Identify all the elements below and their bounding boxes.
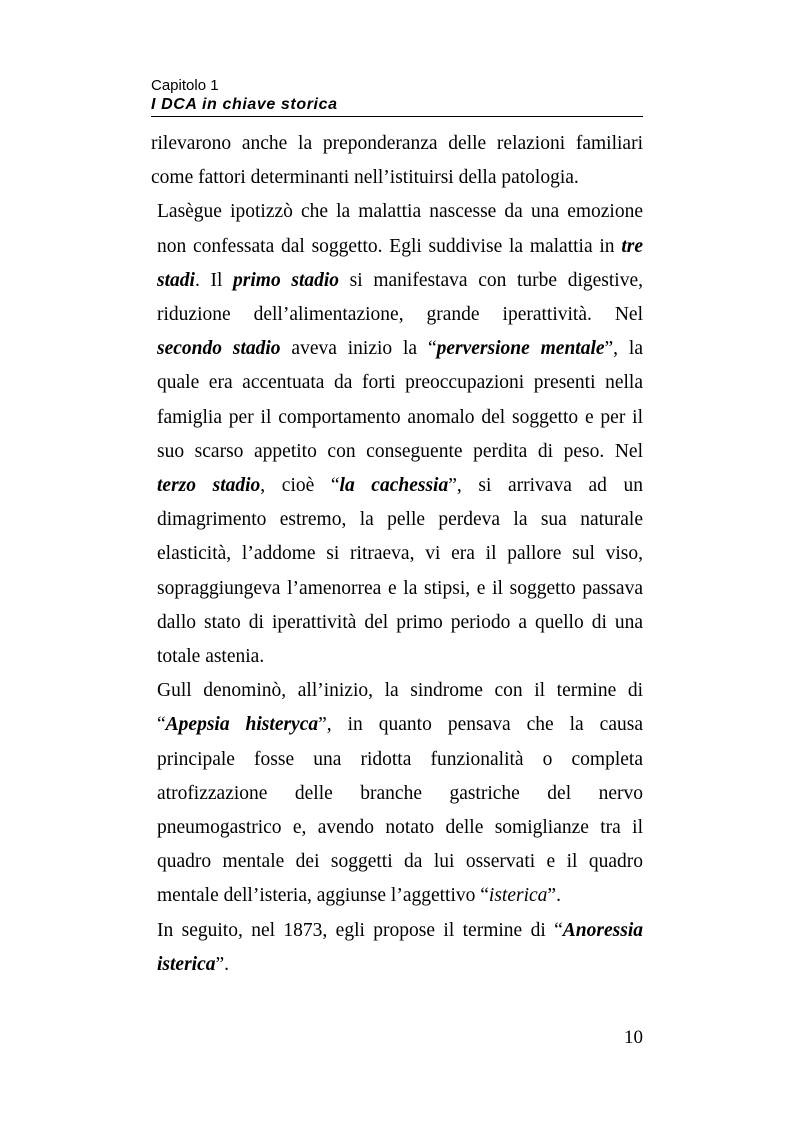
text-line: totale astenia. xyxy=(157,646,265,668)
page-number: 10 xyxy=(624,1027,643,1048)
text-line xyxy=(151,708,643,742)
italic-term: isterica xyxy=(488,885,548,907)
text-run: ”, in quanto pensava che la causa xyxy=(318,714,643,736)
paragraph-4 xyxy=(151,914,643,982)
text-run: ”, si arrivava ad un xyxy=(448,475,643,497)
text-run: ”. xyxy=(215,953,230,975)
text-line: elasticità, l’addome si ritraeva, vi era il pallore sul viso, xyxy=(157,543,643,565)
emphasis-term: primo stadio xyxy=(233,269,340,291)
text-line: rilevarono anche la preponderanza delle relazioni familiari xyxy=(151,133,643,154)
emphasis-term: la cachessia xyxy=(339,475,449,497)
text-line: quadro mentale dei soggetti da lui osservati e il quadro xyxy=(157,851,643,873)
text-run: . Il xyxy=(194,269,234,291)
text-line xyxy=(151,230,643,264)
paragraph-3 xyxy=(151,674,643,913)
text-line xyxy=(151,948,643,982)
text-line: dallo stato di iperattività del primo periodo a quello di una xyxy=(157,611,643,633)
text-run: ”. xyxy=(547,885,561,907)
chapter-label: Capitolo 1 xyxy=(151,77,219,94)
text-run: “ xyxy=(157,714,166,736)
text-line: pneumogastrico e, avendo notato delle somiglianze tra il xyxy=(157,817,643,839)
text-run: , cioè “ xyxy=(260,475,340,497)
emphasis-term: stadi xyxy=(157,269,195,291)
emphasis-term: isterica xyxy=(157,953,216,975)
text-line: quale era accentuata da forti preoccupazioni presenti nella xyxy=(157,372,643,394)
text-line: sopraggiungeva l’amenorrea e la stipsi, e il soggetto passava xyxy=(157,577,643,599)
paragraph-2 xyxy=(151,195,643,674)
emphasis-term: Anoressia xyxy=(562,919,643,941)
text-line: Gull denominò, all’inizio, la sindrome con il termine di xyxy=(157,680,643,702)
emphasis-term: secondo stadio xyxy=(157,338,281,360)
running-header xyxy=(151,77,643,117)
text-line: come fattori determinanti nell’istituirsi della patologia. xyxy=(151,167,579,189)
text-line xyxy=(151,469,643,503)
text-line xyxy=(151,264,643,298)
emphasis-term: Apepsia histeryca xyxy=(165,714,319,736)
body-text xyxy=(151,127,643,982)
text-line: famiglia per il comportamento anomalo del soggetto e per il xyxy=(157,406,643,428)
emphasis-term: terzo stadio xyxy=(157,475,261,497)
text-run: ”, la xyxy=(604,338,643,360)
text-line: atrofizzazione delle branche gastriche del nervo xyxy=(157,782,643,804)
emphasis-term: perversione mentale xyxy=(436,338,605,360)
emphasis-term: tre xyxy=(621,235,643,257)
text-line xyxy=(151,879,643,913)
header-rule xyxy=(151,116,643,117)
text-line: dimagrimento estremo, la pelle perdeva la sua naturale xyxy=(157,509,643,531)
text-line: riduzione dell’alimentazione, grande iperattività. Nel xyxy=(157,304,643,326)
text-line xyxy=(151,914,643,948)
text-run: In seguito, nel 1873, egli propose il termine di “ xyxy=(157,919,563,941)
text-run: non confessata dal soggetto. Egli suddivise la malattia in xyxy=(157,235,622,257)
chapter-subtitle: I DCA in chiave storica xyxy=(151,96,338,113)
text-run: si manifestava con turbe digestive, xyxy=(339,269,643,291)
text-line: suo scarso appetito con conseguente perdita di peso. Nel xyxy=(157,440,643,462)
text-run: aveva inizio la “ xyxy=(280,338,437,360)
text-line: Lasègue ipotizzò che la malattia nascesse da una emozione xyxy=(157,201,643,223)
paragraph-1 xyxy=(151,127,643,195)
text-line xyxy=(151,332,643,366)
text-line: principale fosse una ridotta funzionalità o completa xyxy=(157,748,643,770)
text-run: mentale dell’isteria, aggiunse l’aggettivo “ xyxy=(157,885,489,907)
